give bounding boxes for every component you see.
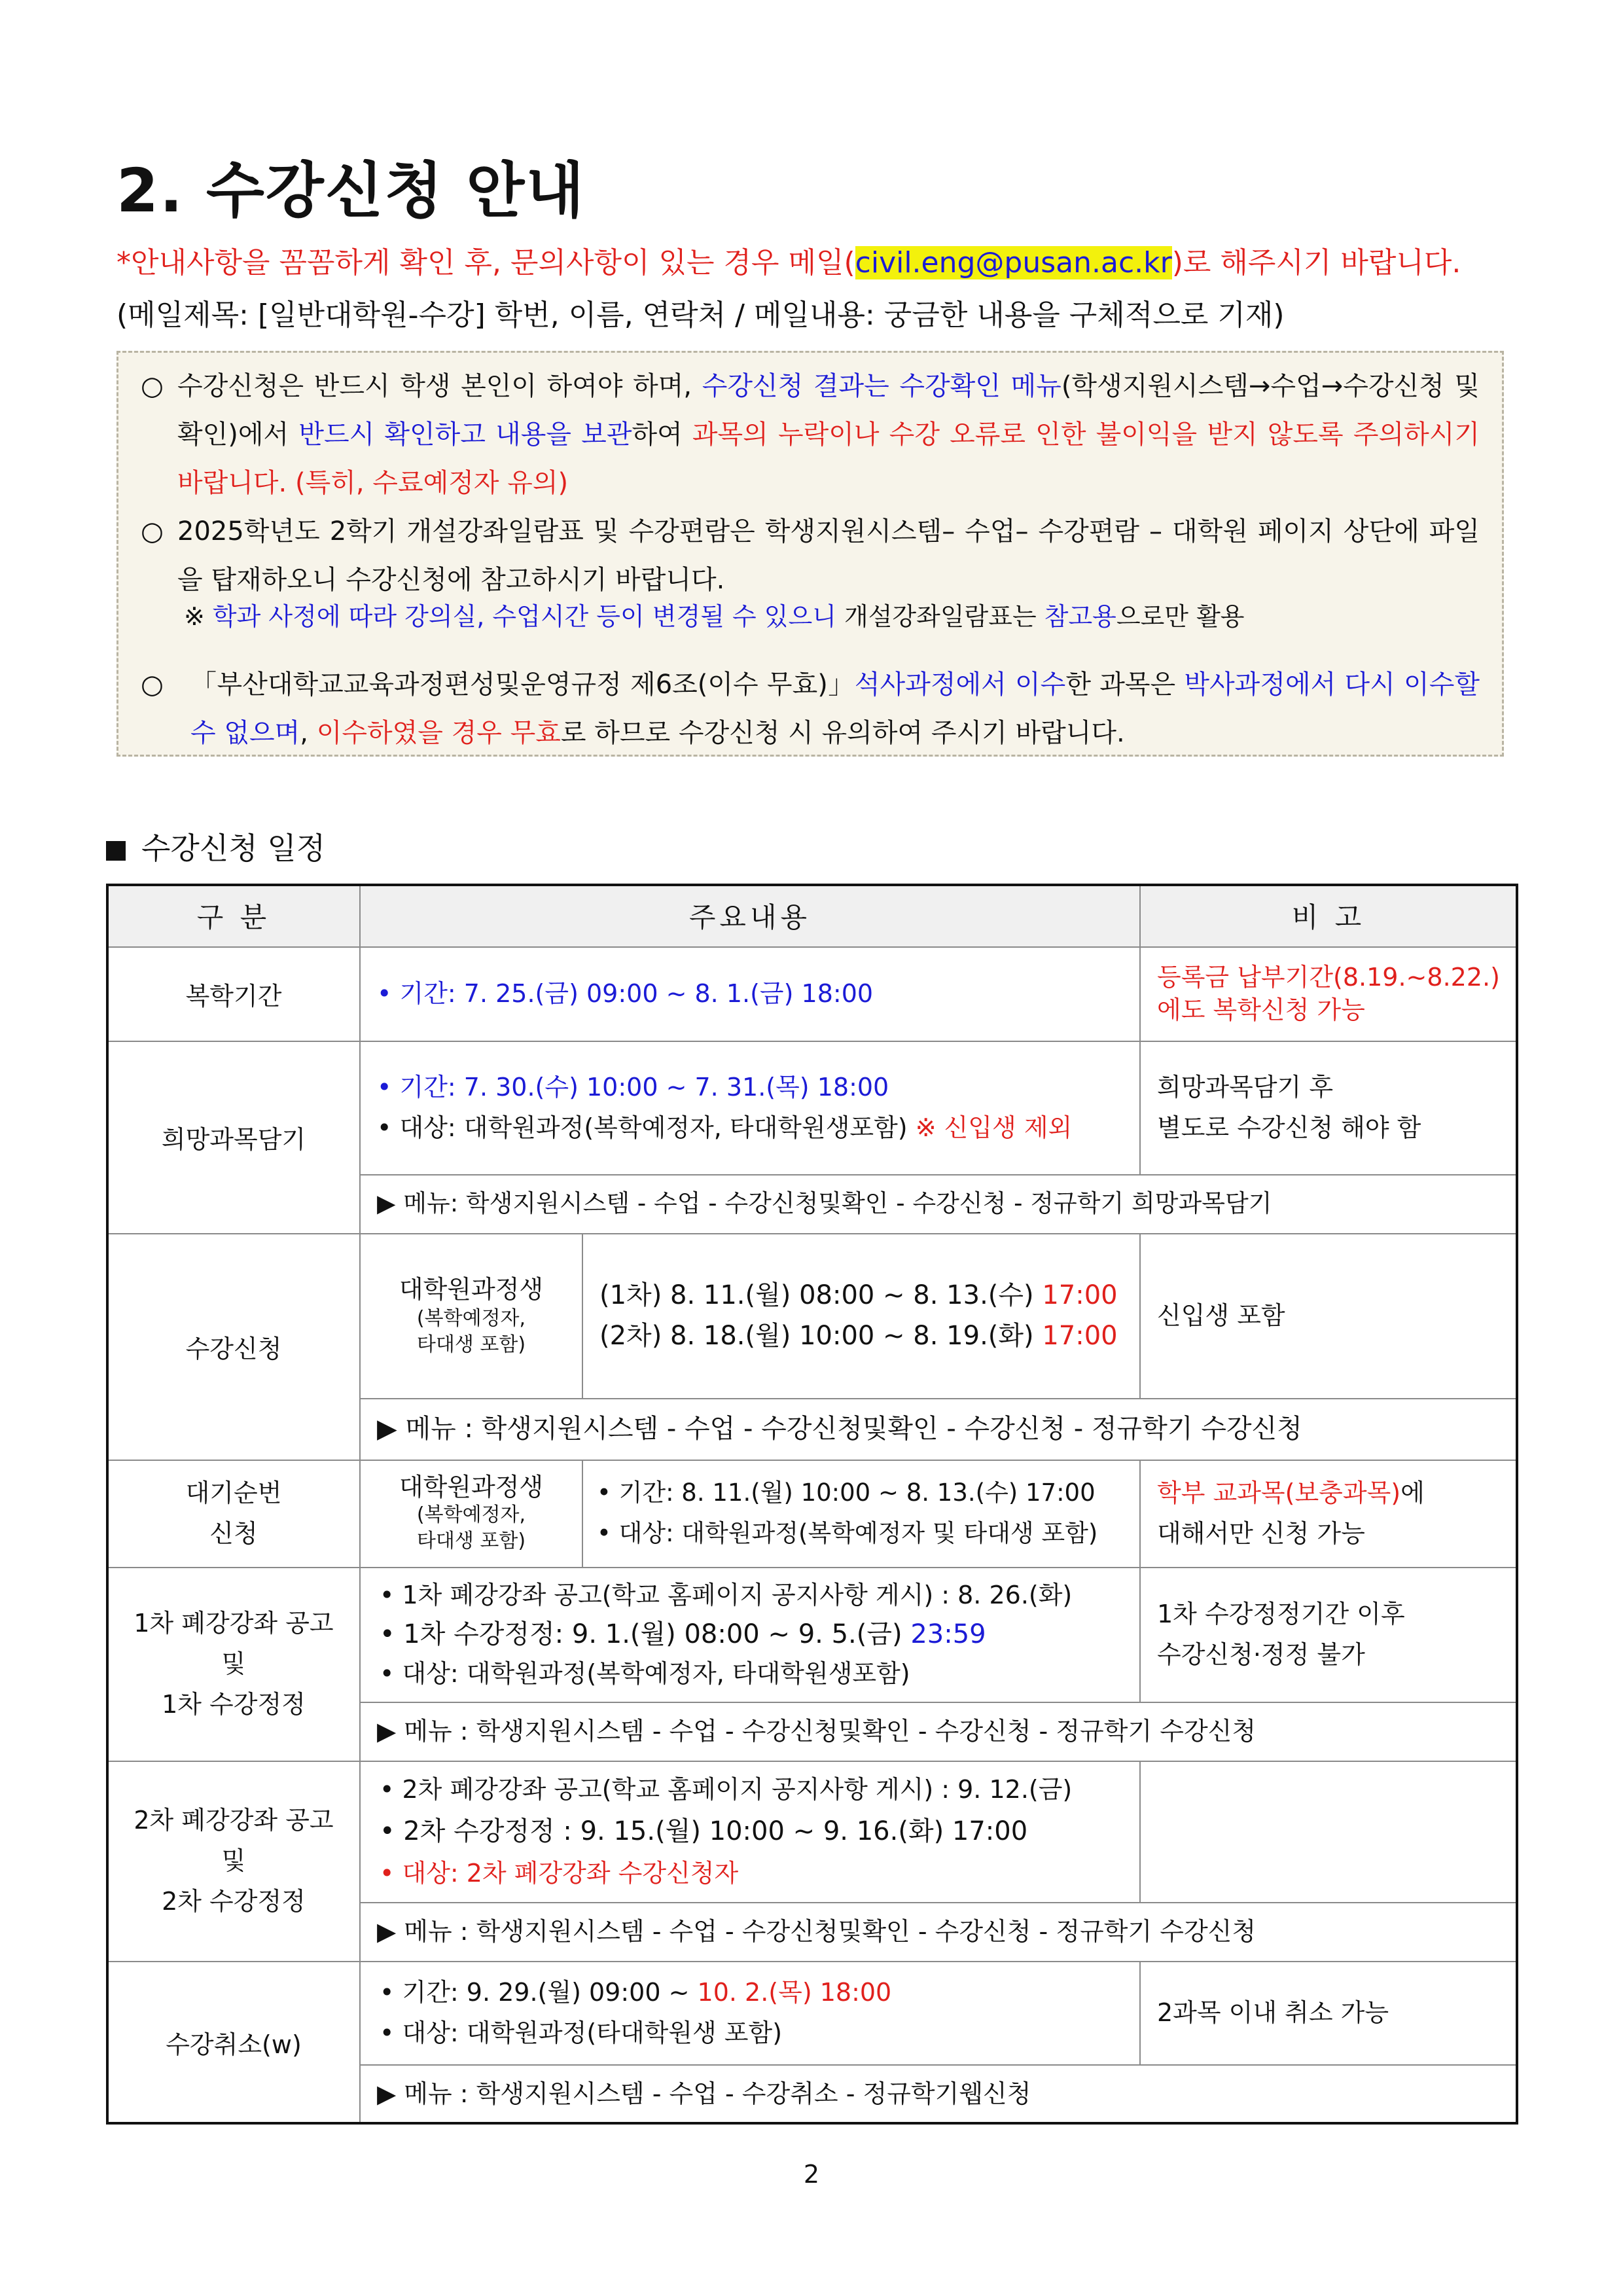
grid-line: [1139, 885, 1141, 1174]
notice-item-2-note: [184, 592, 1245, 641]
notice-3-blue-a: 석사과정에서 이수: [854, 670, 1066, 700]
grid-line: [360, 1174, 1517, 1175]
grid-line: [360, 1398, 1517, 1399]
note-text: 2과목 이내 취소 가능: [1157, 1998, 1389, 2027]
grid-line: [1139, 1233, 1141, 1398]
notice-3-text-b: 로 하므로 수강신청 시 유의하여 주시기 바랍니다.: [560, 718, 1125, 748]
row-note-return: [1140, 946, 1517, 1041]
note-text: 1차 수강정정기간 이후: [1157, 1600, 1405, 1628]
label-text: 희망과목담기: [161, 1124, 306, 1154]
label-text: 대기순번: [185, 1479, 282, 1507]
note-text: 신입생 포함: [1157, 1301, 1285, 1330]
grid-line: [1139, 1761, 1141, 1902]
notice-box: [116, 351, 1504, 757]
correction-period-text: • 1차 수강정정: 9. 1.(월) 08:00 ~ 9. 5.(금): [380, 1619, 911, 1649]
contact-email-link[interactable]: civil.eng@pusan.ac.kr: [855, 246, 1172, 279]
target-text: • 대상: 대학원과정(복학예정자, 타대학원생포함): [380, 1659, 910, 1688]
notice-1-text: 수강신청은 반드시 학생 본인이 하여야 하며,: [177, 371, 702, 401]
notice-1-red: 과목의 누락이나 수강 오류로 인한 불이익을 받지 않도록 주의: [692, 420, 1404, 450]
notice-item-2: 2025학년도 2학기 개설강좌일람표 및 수강편람은 학생지원시스템– 수업– 수강편람 – 대학원 페이지 상단에 파일을 탑재하오니 수강신청에 참고하시기 바랍니다.: [177, 516, 1480, 595]
notice-3-blue-b: 박사과정에서 다시 이수할 수 없으며: [190, 670, 1480, 748]
notice-1-red-b: 하시기 바랍니다. (특히, 수료예정자 유의): [177, 420, 1480, 498]
note-text: 개설강좌일람표는: [836, 602, 1044, 631]
table-border: [106, 884, 109, 2125]
row-content-wishlist: [360, 1041, 1140, 1174]
row-note-withdrawal: [1140, 1961, 1517, 2064]
row-label-registration: [107, 1233, 360, 1460]
menu-text: ▶ 메뉴: 학생지원시스템 - 수업 - 수강신청및확인 - 수강신청 - 정규학기 희망과목담기: [377, 1189, 1272, 1217]
target-text: • 대상: 대학원과정(타대학원생 포함): [380, 2018, 783, 2047]
notice-item-3: [190, 660, 1480, 757]
notice-1-blue-a: 수강신청 결과는 수강확인 메뉴: [702, 371, 1061, 401]
menu-text: ▶ 메뉴 : 학생지원시스템 - 수업 - 수강신청및확인 - 수강신청 - 정규학기 수강신청: [377, 1917, 1257, 1946]
notice-1-path: (학생지원시스템→수업→수강신청 및 확인)에서: [177, 371, 1480, 450]
menu-text: ▶ 메뉴 : 학생지원시스템 - 수업 - 수강취소 - 정규학기웹신청: [377, 2079, 1031, 2108]
table-border: [1516, 884, 1518, 2125]
black-square-icon: [106, 841, 126, 861]
note-text-b: 으로만 활용: [1116, 602, 1245, 631]
waitlist-group: [360, 1460, 582, 1567]
menu-text: ▶ 메뉴 : 학생지원시스템 - 수업 - 수강신청및확인 - 수강신청 - 정규학기 수강신청: [377, 1717, 1257, 1746]
grid-line: [359, 885, 361, 2123]
grid-line: [107, 1961, 1517, 1962]
row-content-return: [360, 946, 1140, 1041]
label-text: 복학기간: [185, 981, 282, 1011]
target-text: • 대상: 2차 폐강강좌 수강신청자: [380, 1859, 739, 1888]
note-text: 희망과목담기 후: [1157, 1073, 1334, 1102]
table-border: [106, 884, 1518, 886]
row-label-return: [107, 946, 360, 1041]
target-text: • 대상: 대학원과정(복학예정자 및 타대생 포함): [597, 1519, 1098, 1547]
announcement-text: • 1차 폐강강좌 공고(학교 홈페이지 공지사항 게시) : 8. 26.(화): [380, 1581, 1073, 1609]
notice-3-text: 한 과목은: [1065, 670, 1185, 700]
grid-line: [107, 946, 1517, 948]
grid-line: [582, 1460, 583, 1567]
grid-line: [360, 1702, 1517, 1703]
row-label-withdrawal: [107, 1961, 360, 2123]
label-text: 및: [221, 1846, 246, 1875]
notice-3-rule: 「부산대학교교육과정편성및운영규정 제6조(이수 무효)」: [190, 670, 855, 700]
target-text: • 대상: 대학원과정(복학예정자, 타대학원생포함): [377, 1113, 916, 1142]
section-title-text: 수강신청 일정: [141, 831, 326, 866]
first-correction-content: [360, 1567, 1140, 1702]
header-category: 구 분: [107, 885, 360, 946]
second-correction-content: [360, 1761, 1140, 1902]
label-text: 2차 수강정정: [162, 1887, 306, 1916]
notice-3-comma: ,: [300, 718, 317, 748]
grid-line: [107, 1041, 1517, 1042]
note-blue-b: 참고용: [1044, 602, 1116, 631]
label-text: 신청: [209, 1519, 258, 1548]
registration-periods: [582, 1233, 1140, 1398]
bullet-circle-icon: ○: [141, 670, 164, 700]
announcement-text: • 2차 폐강강좌 공고(학교 홈페이지 공지사항 게시) : 9. 12.(금): [380, 1775, 1073, 1804]
notice-item-1: [177, 362, 1480, 507]
row-label-wishlist: [107, 1041, 360, 1233]
row-note-second-correction: [1140, 1761, 1517, 1902]
row-note-waitlist: [1140, 1460, 1517, 1567]
withdrawal-content: [360, 1961, 1140, 2064]
grid-line: [107, 1567, 1517, 1568]
group-sub-text: (복학예정자, 타대생 포함): [416, 1503, 526, 1552]
intro-text-b: )로 해주시기 바랍니다.: [1171, 246, 1461, 279]
grid-line: [360, 2064, 1517, 2066]
label-text: 2차 폐강강좌 공고: [134, 1806, 334, 1835]
note-text: 에: [1400, 1479, 1425, 1507]
note-text: 등록금 납부기간(8.19.~8.22.) 에도 복학신청 가능: [1157, 963, 1500, 1024]
period-2-end: 17:00: [1042, 1321, 1118, 1351]
period-text: • 기간: 7. 30.(수) 10:00 ~ 7. 31.(목) 18:00: [377, 1073, 889, 1102]
intro-line-2: (메일제목: [일반대학원-수강] 학번, 이름, 연락처 / 메일내용: 궁금한 내용을 구체적으로 기재): [116, 298, 1285, 332]
grid-line: [582, 1233, 583, 1398]
correction-period-text: • 2차 수강정정 : 9. 15.(월) 10:00 ~ 9. 16.(화) 17:00: [380, 1816, 1028, 1846]
bullet-circle-icon: ○: [141, 371, 164, 401]
note-blue-a: 학과 사정에 따라 강의실, 수업시간 등이 변경될 수 있으니: [212, 602, 836, 631]
note-text: 수강신청·정정 불가: [1157, 1640, 1365, 1669]
row-note-registration: [1140, 1233, 1517, 1398]
waitlist-content: [582, 1460, 1140, 1567]
notice-1-blue-b: 반드시 확인하고 내용을 보관: [298, 420, 632, 450]
header-content: 주요내용: [360, 885, 1140, 946]
note-mark: ※: [184, 602, 213, 631]
label-text: 수강신청: [185, 1334, 282, 1363]
note-text: 대해서만 신청 가능: [1157, 1519, 1365, 1548]
menu-path-second-correction: [360, 1902, 1517, 1961]
grid-line: [107, 1233, 1517, 1234]
page-number: 2: [803, 2160, 820, 2189]
correction-end-time: 23:59: [910, 1619, 986, 1649]
intro-line-1: [116, 243, 1461, 283]
grid-line: [1139, 1961, 1141, 2064]
note-red-text: 학부 교과목(보충과목): [1157, 1479, 1401, 1507]
row-label-waitlist: [107, 1460, 360, 1567]
label-text: 1차 폐강강좌 공고: [134, 1609, 334, 1638]
row-label-first-correction: [107, 1567, 360, 1761]
menu-path-wishlist: [360, 1174, 1517, 1233]
menu-path-withdrawal: [360, 2064, 1517, 2123]
period-text: • 기간: 7. 25.(금) 09:00 ~ 8. 1.(금) 18:00: [377, 979, 874, 1008]
group-text: 대학원과정생: [399, 1473, 544, 1501]
period-2-text: (2차) 8. 18.(월) 10:00 ~ 8. 19.(화): [599, 1321, 1043, 1351]
registration-group: [360, 1233, 582, 1398]
menu-path-registration: [360, 1398, 1517, 1460]
period-text: • 기간: 9. 29.(월) 09:00 ~: [380, 1978, 698, 2007]
notice-3-red: 이수하였을 경우 무효: [316, 718, 561, 748]
table-border: [106, 2122, 1518, 2125]
grid-line: [107, 1761, 1517, 1762]
note-text: 별도로 수강신청 해야 함: [1157, 1113, 1421, 1142]
menu-path-first-correction: [360, 1702, 1517, 1761]
notice-1-text-b: 하여: [632, 420, 692, 450]
row-note-wishlist: [1140, 1041, 1517, 1174]
grid-line: [1139, 1460, 1141, 1702]
menu-text: ▶ 메뉴 : 학생지원시스템 - 수업 - 수강신청및확인 - 수강신청 - 정규학기 수강신청: [377, 1414, 1302, 1444]
bullet-circle-icon: ○: [141, 516, 164, 547]
period-end: 10. 2.(목) 18:00: [697, 1978, 892, 2007]
header-remarks: 비 고: [1140, 885, 1517, 946]
page-title: 2. 수강신청 안내: [116, 156, 586, 226]
label-text: 1차 수강정정: [162, 1690, 306, 1719]
section-heading: [106, 827, 325, 869]
period-text: • 기간: 8. 11.(월) 10:00 ~ 8. 13.(수) 17:00: [597, 1479, 1096, 1507]
row-note-first-correction: [1140, 1567, 1517, 1702]
grid-line: [107, 1460, 1517, 1461]
intro-text-a: *안내사항을 꼼꼼하게 확인 후, 문의사항이 있는 경우 메일(: [116, 246, 855, 279]
period-1-text: (1차) 8. 11.(월) 08:00 ~ 8. 13.(수): [599, 1280, 1043, 1310]
group-text: 대학원과정생: [399, 1275, 544, 1304]
period-1-end: 17:00: [1042, 1280, 1118, 1310]
row-label-second-correction: [107, 1761, 360, 1961]
exclusion-text: ※ 신입생 제외: [915, 1113, 1073, 1142]
label-text: 및: [221, 1649, 246, 1678]
grid-line: [360, 1902, 1517, 1903]
group-sub-text: (복학예정자, 타대생 포함): [416, 1307, 526, 1356]
label-text: 수강취소(w): [166, 2030, 302, 2059]
